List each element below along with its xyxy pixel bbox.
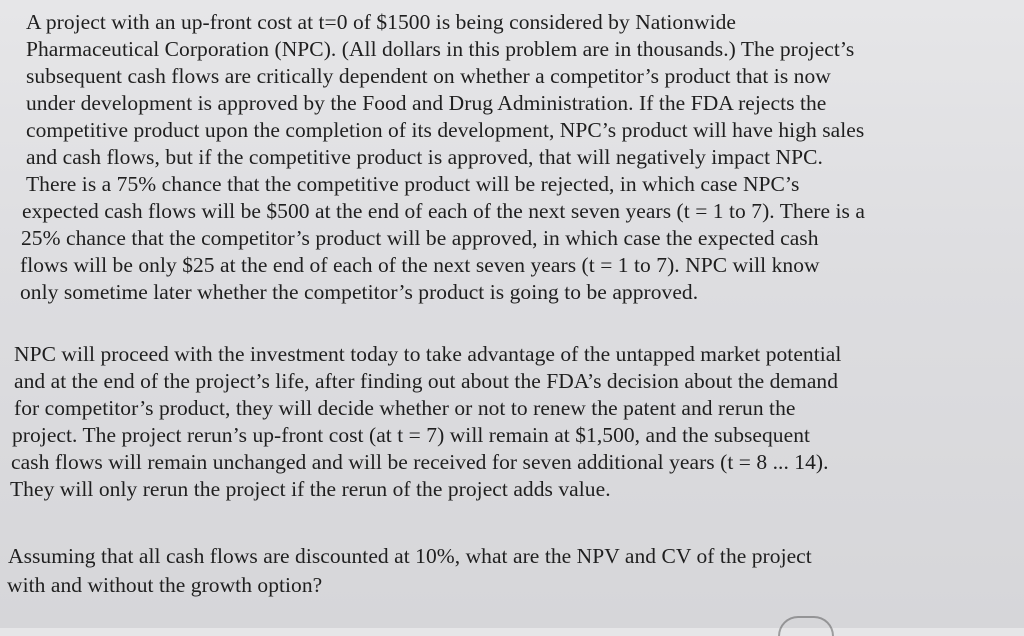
paragraph2-line: and at the end of the project’s life, after finding out about the FDA’s decision about the demand [14, 369, 839, 393]
paragraph1-line: only sometime later whether the competitor’s product is going to be approved. [20, 280, 699, 304]
paragraph2-line: NPC will proceed with the investment today to take advantage of the untapped market potential [14, 342, 842, 366]
paragraph1-line: and cash flows, but if the competitive product is approved, that will negatively impact NPC. [26, 145, 823, 169]
paragraph2-line: project. The project rerun’s up-front cost (at t = 7) will remain at $1,500, and the subsequent [12, 423, 811, 447]
paragraph1-line: Pharmaceutical Corporation (NPC). (All dollars in this problem are in thousands.) The project’s [26, 37, 855, 61]
paragraph1-line: A project with an up-front cost at t=0 of $1500 is being considered by Nationwide [26, 10, 737, 34]
paragraph1-line: under development is approved by the Food and Drug Administration. If the FDA rejects the [26, 91, 827, 115]
paragraph1-line: There is a 75% chance that the competitive product will be rejected, in which case NPC’s [26, 172, 800, 196]
question-line: Assuming that all cash flows are discounted at 10%, what are the NPV and CV of the project [8, 544, 812, 568]
paragraph1-line: flows will be only $25 at the end of each of the next seven years (t = 1 to 7). NPC will know [20, 253, 820, 277]
paragraph2-line: They will only rerun the project if the rerun of the project adds value. [10, 477, 611, 501]
paragraph1-line: subsequent cash flows are critically dependent on whether a competitor’s product that is now [26, 64, 831, 88]
paragraph2-line: cash flows will remain unchanged and will be received for seven additional years (t = 8 ... 14). [11, 450, 829, 474]
paragraph1-line: competitive product upon the completion of its development, NPC’s product will have high sales [26, 118, 865, 142]
question-line: with and without the growth option? [7, 573, 323, 597]
handwritten-mark [778, 616, 834, 636]
paragraph2-line: for competitor’s product, they will decide whether or not to renew the patent and rerun the [14, 396, 796, 420]
paragraph1-line: expected cash flows will be $500 at the end of each of the next seven years (t = 1 to 7). There is a [22, 199, 865, 223]
paragraph1-line: 25% chance that the competitor’s product will be approved, in which case the expected cash [21, 226, 819, 250]
